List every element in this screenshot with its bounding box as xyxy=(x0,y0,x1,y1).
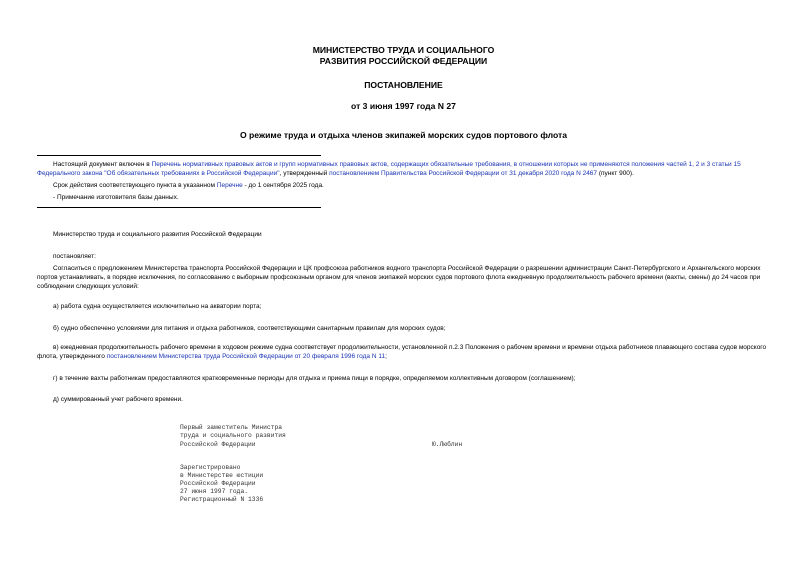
condition-d xyxy=(37,374,770,383)
note-text: Настоящий документ включен в xyxy=(53,161,152,168)
note-bottom-divider xyxy=(37,207,321,208)
resolves-text: постановляет: xyxy=(53,253,96,260)
signature-position-line1: Первый заместитель Министра xyxy=(180,424,283,431)
list-link[interactable]: Перечне xyxy=(216,182,243,189)
labor-ministry-resolution-link[interactable]: постановлением Министерства труда Российской Федерации от 20 февраля 1996 года N 11 xyxy=(106,353,386,360)
note-text: Срок действия соответствующего пункта в указанном xyxy=(53,182,217,189)
note-paragraph-3: - Примечание изготовителя базы данных. xyxy=(53,194,179,201)
list-of-acts-link[interactable]: Перечень нормативных правовых актов и групп нормативных правовых актов, содержащих обязательные требования, в отношении которых не применяются положения частей 1, 2 и 3 статьи 15 Федерального закона "Об обязательных требованиях в Российской Федерации" xyxy=(37,161,741,177)
condition-c-text: в) ежедневная продолжительность рабочего времени в ходовом режиме судна соответствует продолжительности, установленной п.2.3 Положения о рабочем времени и времени отдыха работников плавающего состава судов морского флота, утвержденного xyxy=(37,344,767,360)
note-paragraph-1 xyxy=(37,160,770,178)
document-type: ПОСТАНОВЛЕНИЕ xyxy=(364,80,443,90)
condition-c-end: ; xyxy=(385,353,387,360)
government-resolution-link[interactable]: постановлением Правительства Российской Федерации от 31 декабря 2020 года N 2467 xyxy=(329,170,598,177)
document-date-number: от 3 июня 1997 года N 27 xyxy=(351,101,456,111)
condition-b xyxy=(37,324,770,333)
signatory-name: Ю.Люблин xyxy=(432,441,463,448)
registration-line2: в Министерстве юстиции xyxy=(180,472,264,479)
registration-line3: Российской Федерации xyxy=(180,480,256,487)
issuer-text xyxy=(37,230,770,239)
ministry-name-line1: МИНИСТЕРСТВО ТРУДА И СОЦИАЛЬНОГО xyxy=(312,45,495,55)
registration-line4: 27 июня 1997 года. xyxy=(180,488,249,495)
note-text: , утвержденный xyxy=(279,170,330,177)
signature-position-line3: Российской Федерации xyxy=(180,441,256,448)
condition-c xyxy=(37,343,770,361)
condition-e xyxy=(37,395,770,404)
main-paragraph: Согласиться с предложением Министерства транспорта Российской Федерации и ЦК профсоюза работников водного транспорта Российской Федерации о разрешении администрации Санкт-Петербургского и Архангельского морских портов устанавливать, в порядке исключения, по согласованию с выборным профсоюзным органом для членов экипажей морских судов портового флота ежедневную продолжительность рабочего времени (вахты, смены) до 24 часов при соблюдении следующих условий: xyxy=(37,265,761,290)
note-paragraph-2 xyxy=(37,181,770,190)
signature-position-line2: труда и социального развития xyxy=(180,432,286,439)
registration-line5: Регистрационный N 1336 xyxy=(180,496,264,503)
database-note xyxy=(37,160,770,202)
ministry-name-line2: РАЗВИТИЯ РОССИЙСКОЙ ФЕДЕРАЦИИ xyxy=(319,56,488,66)
document-title: О режиме труда и отдыха членов экипажей морских судов портового флота xyxy=(239,130,568,140)
registration-line1: Зарегистрировано xyxy=(180,464,241,471)
condition-e-text: д) суммированный учет рабочего времени. xyxy=(53,396,183,403)
condition-b-text: б) судно обеспечено условиями для питания и отдыха работников, соответствующими санитарным правилам для морских судов; xyxy=(53,325,446,332)
note-top-divider xyxy=(37,155,321,156)
condition-a-text: а) работа судна осуществляется исключительно на акватории порта; xyxy=(53,303,262,310)
issuer-line: Министерство труда и социального развития Российской Федерации xyxy=(53,231,262,238)
condition-d-text: г) в течение вахты работникам предоставляются кратковременные периоды для отдыха и приема пищи в порядке, определяемом коллективным договором (соглашением); xyxy=(53,375,576,382)
condition-a xyxy=(37,302,770,311)
main-section xyxy=(37,252,770,291)
note-text: - до 1 сентября 2025 года. xyxy=(242,182,324,189)
note-text: (пункт 900). xyxy=(597,170,634,177)
